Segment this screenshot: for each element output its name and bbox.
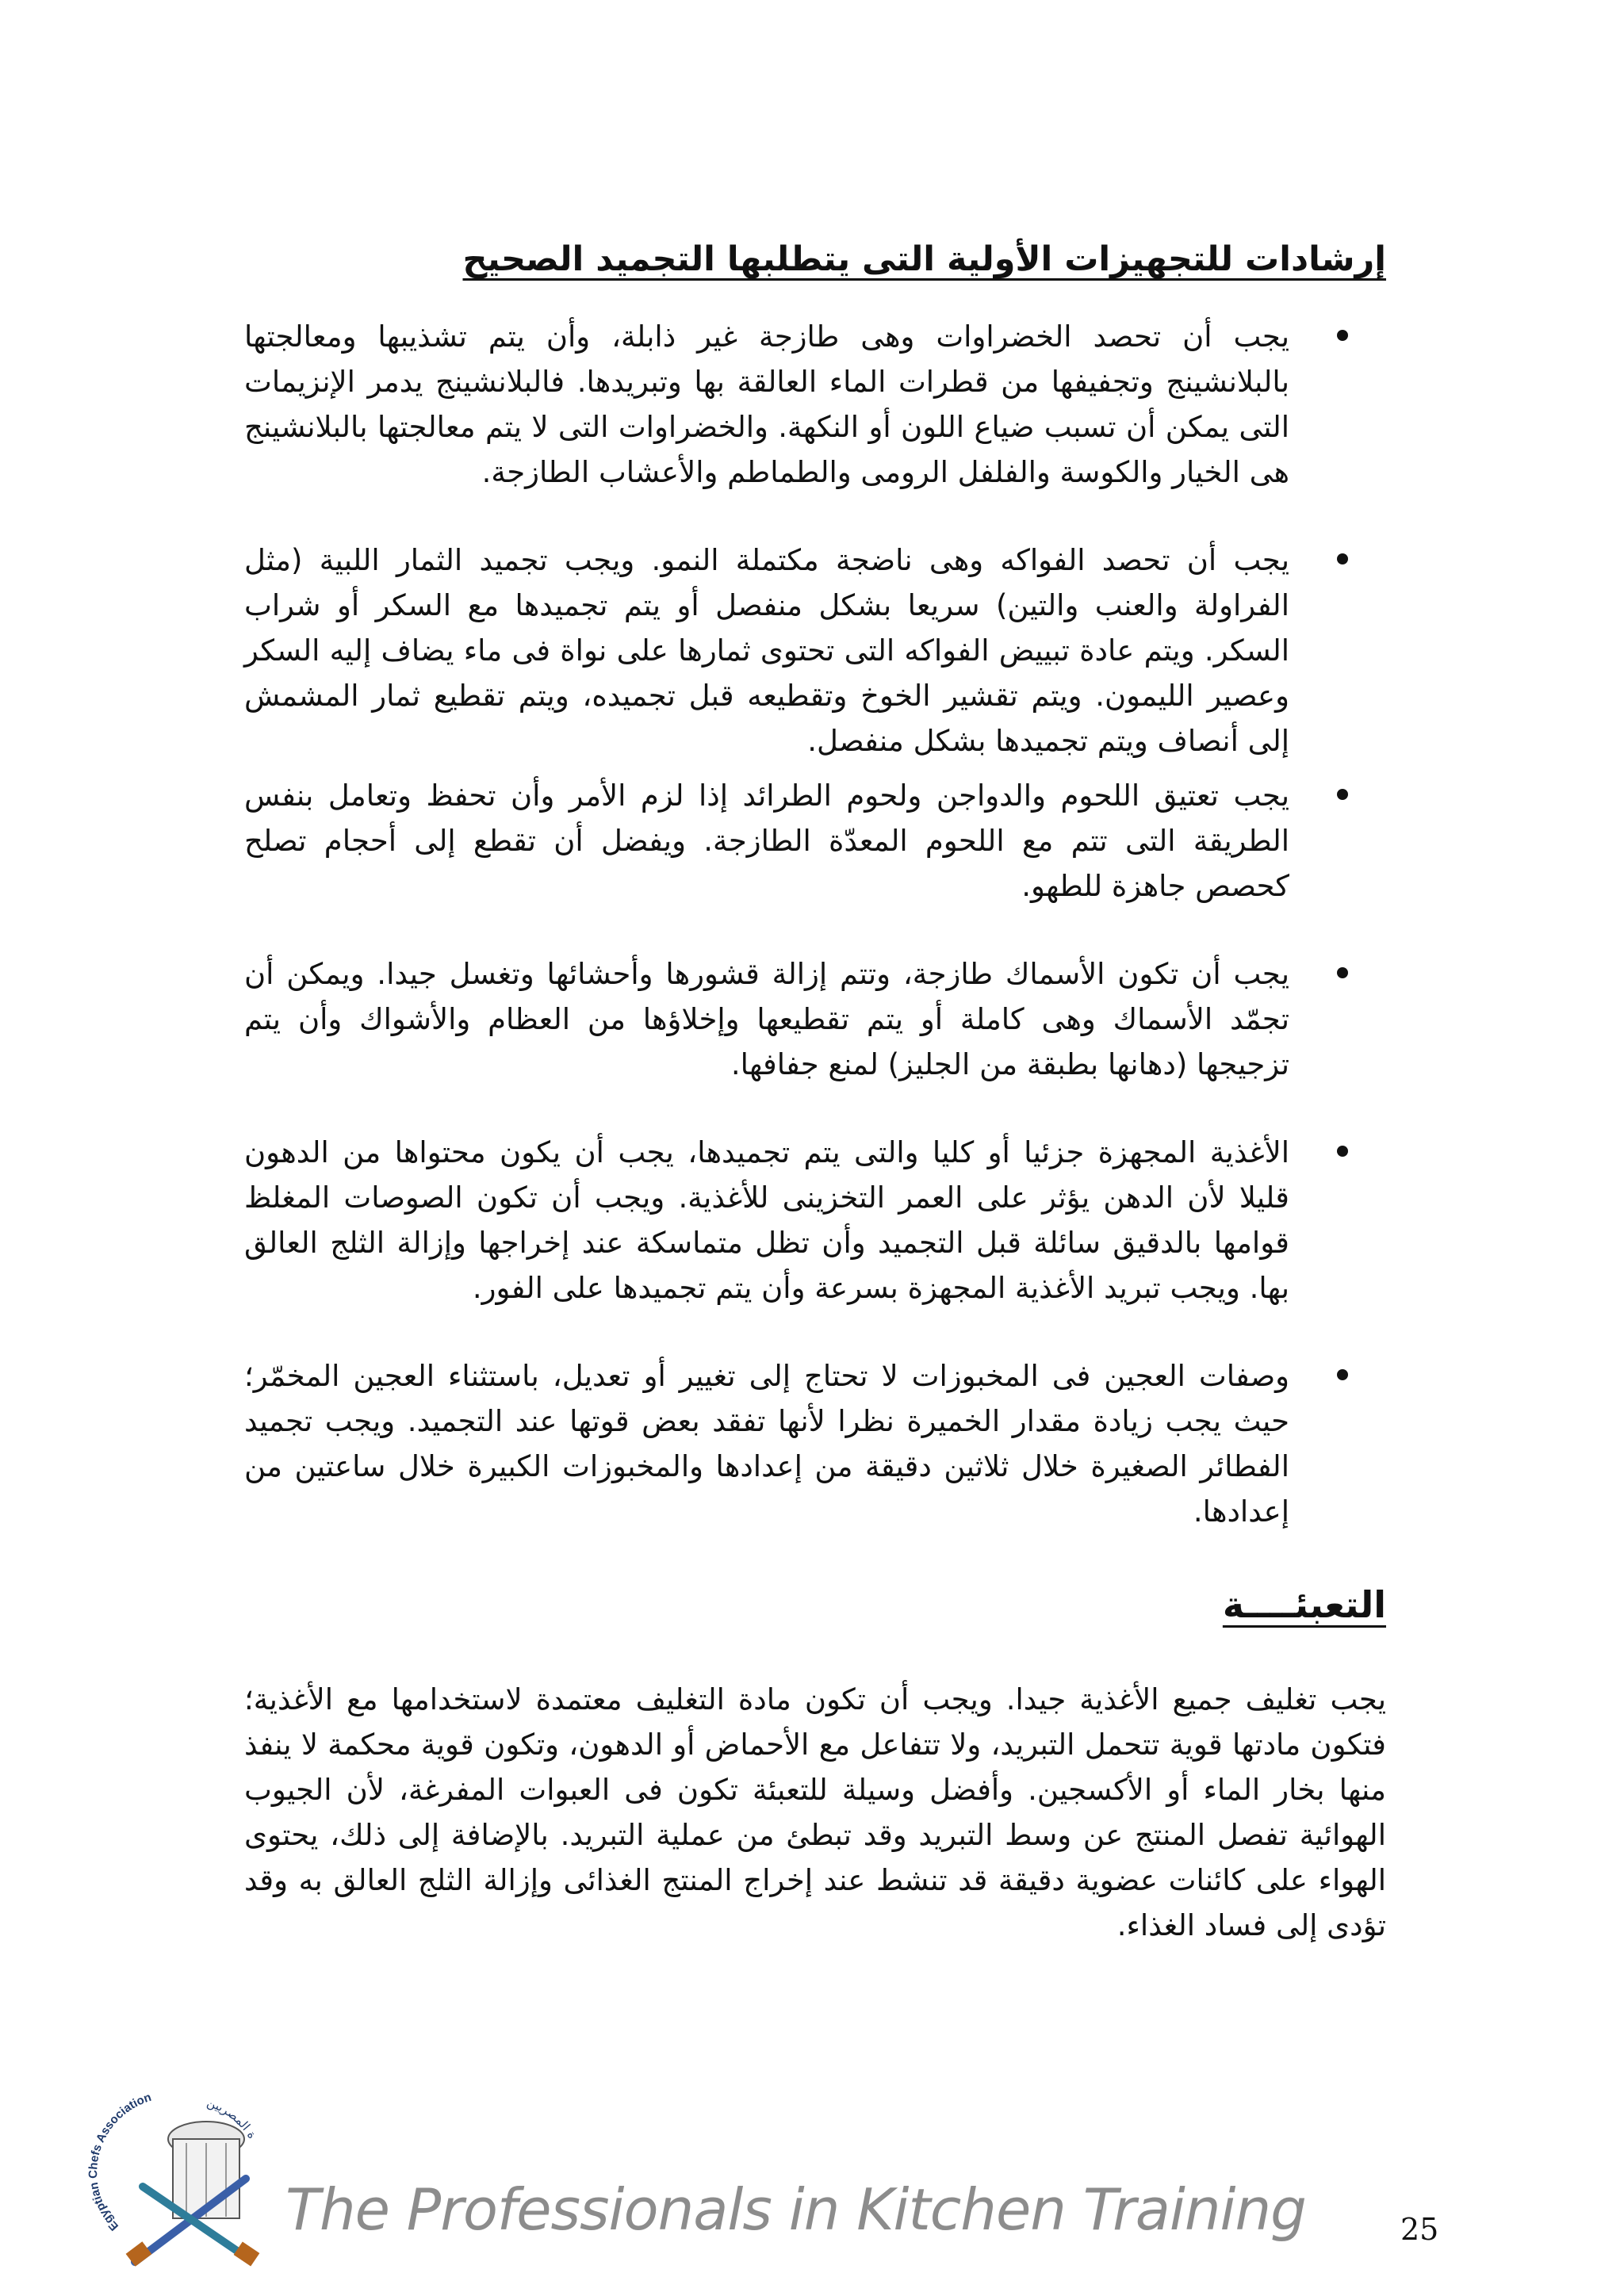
list-item-text: يجب أن تحصد الفواكه وهى ناضجة مكتملة النمو. ويجب تجميد الثمار اللبية (مثل الفراولة والعنب والتين) سريعا بشكل منفصل أو يتم تجميدها مع السكر أو شراب السكر. ويتم عادة تبييض الفواكه التى تحتوى ثمارها على نواة فى ماء يضاف إليه السكر وعصير الليمون. ويتم تقشير الخوخ وتقطيعه قبل تجميده، ويتم تقطيع ثمار المشمش إلى أنصاف ويتم تجميدها بشكل منفصل.: [244, 542, 1289, 758]
logo-text-en: Egyptian Chefs Association: [87, 2090, 153, 2233]
bullet-icon: [1337, 1369, 1348, 1380]
list-item: [244, 314, 1386, 495]
bullet-icon: [1337, 553, 1348, 564]
packaging-paragraph: يجب تغليف جميع الأغذية جيدا. ويجب أن تكون مادة التغليف معتمدة لاستخدامها مع الأغذية؛ فتكون مادتها قوية تتحمل التبريد، ولا تتفاعل مع الأحماض أو الدهون، وتكون قوية محكمة لا ينفذ منها بخار الماء أو الأكسجين. وأفضل وسيلة للتعبئة تكون فى العبوات المفرغة، لأن الجيوب الهوائية تفصل المنتج عن وسط التبريد وقد تبطئ من عملية التبريد. بالإضافة إلى ذلك، يحتوى الهواء على كائنات عضوية دقيقة قد تنشط عند إخراج المنتج الغذائى وإزالة الثلج العالق به وقد تؤدى إلى فساد الغذاء.: [244, 1682, 1386, 1942]
bullet-icon: [1337, 1146, 1348, 1157]
list-item: [244, 773, 1386, 909]
section-title: التعبئــــة: [1222, 1582, 1386, 1626]
list-item-text: وصفات العجين فى المخبوزات لا تحتاج إلى تغيير أو تعديل، باستثناء العجين المخمّر؛ حيث يجب زيادة مقدار الخميرة نظرا لأنها تفقد بعض قوتها عند التجميد. ويجب تجميد الفطائر الصغيرة خلال ثلاثين دقيقة من إعدادها والمخبوزات الكبيرة خلال ساعتين من إعدادها.: [244, 1358, 1289, 1529]
list-item: [244, 1130, 1386, 1311]
association-logo: [87, 2084, 285, 2274]
list-item-text: يجب تعتيق اللحوم والدواجن ولحوم الطرائد إذا لزم الأمر وأن تحفظ وتعامل بنفس الطريقة التى تتم مع اللحوم المعدّة الطازجة. ويفضل أن تقطع إلى أحجام تصلح كحصص جاهزة للطهو.: [244, 778, 1289, 903]
logo-text-ar: ة المصريين: [205, 2095, 260, 2141]
list-item: [244, 1353, 1386, 1534]
page-heading: إرشادات للتجهيزات الأولية التى يتطلبها التجميد الصحيح: [462, 239, 1386, 279]
bullet-icon: [1337, 330, 1348, 341]
list-item-text: الأغذية المجهزة جزئيا أو كليا والتى يتم تجميدها، يجب أن يكون محتواها من الدهون قليلا لأن الدهن يؤثر على العمر التخزينى للأغذية. ويجب أن تكون الصوصات المغلظ قوامها بالدقيق سائلة قبل التجميد وأن تظل متماسكة عند إخراجها وإزالة الثلج العالق بها. ويجب تبريد الأغذية المجهزة بسرعة وأن يتم تجميدها على الفور.: [244, 1135, 1289, 1305]
list-item-text: يجب أن تحصد الخضراوات وهى طازجة غير ذابلة، وأن يتم تشذيبها ومعالجتها بالبلانشينج وتجفيفها من قطرات الماء العالقة بها وتبريدها. فالبلانشينج يدمر الإنزيمات التى يمكن أن تسبب ضياع اللون أو النكهة. والخضراوات التى لا يتم معالجتها بالبلانشينج هى الخيار والكوسة والفلفل الرومى والطماطم والأعشاب الطازجة.: [244, 319, 1289, 489]
main-content: [244, 238, 1386, 1948]
footer-tagline: The Professionals in Kitchen Training: [285, 2176, 1306, 2243]
chef-hat-logo-icon: [87, 2084, 285, 2274]
svg-text:Egyptian Chefs Association: [87, 2091, 153, 2233]
bullet-icon: [1337, 789, 1348, 800]
guidelines-list: [244, 314, 1386, 1534]
page-number: 25: [1400, 2212, 1439, 2247]
list-item-text: يجب أن تكون الأسماك طازجة، وتتم إزالة قشورها وأحشائها وتغسل جيدا. ويمكن أن تجمّد الأسماك وهى كاملة أو يتم تقطيعها وإخلاؤها من العظام والأشواك وأن يتم تزجيجها (دهانها بطبقة من الجليز) لمنع جفافها.: [244, 956, 1289, 1081]
list-item: [244, 951, 1386, 1087]
bullet-icon: [1337, 967, 1348, 978]
list-item: [244, 538, 1386, 763]
